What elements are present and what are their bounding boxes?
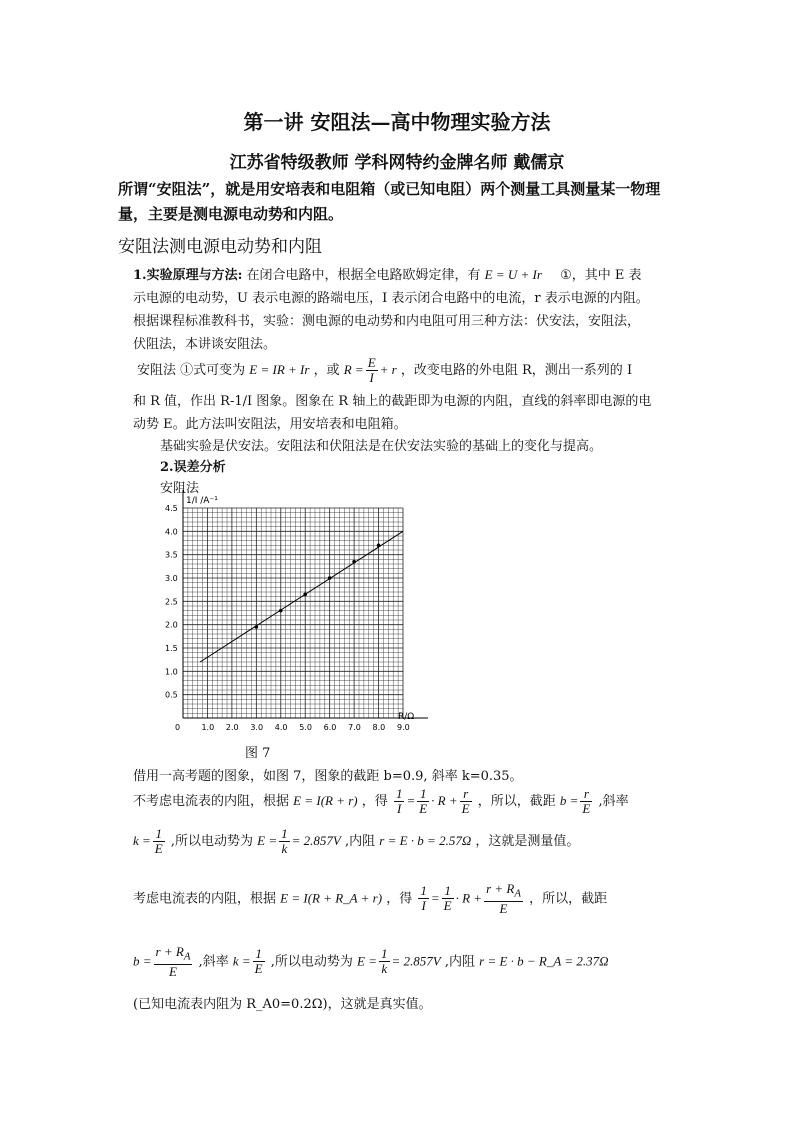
s1-line1a: 在闭合电路中，根据全电路欧姆定律，有 — [246, 268, 481, 283]
s1-line7: 动势 E。此方法叫安阻法，用安培表和电阻箱。 — [133, 417, 407, 432]
data-point — [352, 560, 356, 564]
s2-p4: b = $\frac{r + R_A}{E}$ ,斜率 k = $\frac{1}{E}$ ,所以电动势为 E = $\frac{1}{k}$ = 2.857V ,内阻 r = E · b − R_A = 2.37Ω — [133, 944, 609, 979]
eq-e-ir: E = I(R + r) — [293, 793, 358, 808]
s2-p2b: = 2.857V — [291, 833, 341, 848]
fraction: $\frac{1}{E}$ — [419, 786, 428, 816]
s2-p2d: r = E · b = 2.57Ω — [379, 833, 472, 848]
fraction: $\frac{1}{I}$ — [420, 883, 427, 914]
x-tick-label: 1.0 — [201, 723, 215, 732]
fraction: $\frac{1}{k}$ — [281, 826, 288, 856]
data-point — [279, 609, 283, 613]
y-tick-label: 4.0 — [165, 527, 178, 537]
s2-p4e: r = E · b − R_A = 2.37Ω — [479, 953, 609, 969]
y-tick-label: 2.5 — [165, 597, 178, 607]
x-tick-label: 3.0 — [250, 723, 264, 732]
s1-line4: 伏阻法，本讲谈安阻法。 — [133, 337, 277, 352]
s2-p1a: 不考虑电流表的内阻，根据 — [133, 794, 290, 809]
s1-line2: 示电源的电动势，U 表示电源的路端电压，I 表示闭合电路中的电流，r 表示电源的内阻。 — [133, 291, 649, 306]
y-tick-label: 2.0 — [165, 620, 178, 630]
x-tick-label: 0 — [175, 723, 181, 732]
fraction: $\frac{1}{I}$ — [395, 786, 403, 816]
figure-7-chart — [158, 490, 438, 740]
eq-ir: E = IR + Ir — [249, 362, 310, 377]
fraction: $\frac{r}{E}$ — [461, 786, 470, 816]
x-tick-label: 7.0 — [348, 723, 361, 732]
y-tick-label: 3.0 — [165, 574, 178, 583]
s2-p4a: ,斜率 — [198, 954, 229, 970]
y-tick-label: 1.0 — [165, 667, 178, 677]
y-tick-label: 3.5 — [165, 550, 178, 560]
x-tick-label: 9.0 — [397, 723, 410, 732]
figure-caption: 图 7 — [245, 746, 271, 761]
s2-p1d: ,斜率 — [598, 794, 629, 809]
data-point — [255, 625, 259, 629]
y-axis-label: 1/I /A⁻¹ — [186, 496, 218, 506]
s1-line1b: ①，其中 E 表 — [560, 268, 642, 283]
eq1: E = U + Ir — [484, 267, 542, 282]
fraction: $\frac{1}{k}$ — [381, 946, 388, 977]
s2-p3: 考虑电流表的内阻，根据 E = I(R + R_A + r) ，得 $\frac{1}{I}$ = $\frac{1}{E}$ · R + $\frac{r + R_A}{E}$ ，所以，截距 — [133, 881, 608, 916]
chart-grid — [183, 508, 403, 718]
s2-p2: k = $\frac{1}{E}$ ,所以电动势为 E = $\frac{1}{k}$ = 2.857V ,内阻 r = E · b = 2.57Ω ，这就是测量值。 — [133, 826, 580, 856]
x-axis-label: R/Ω — [398, 712, 415, 722]
s2-p3c: ，所以，截距 — [529, 891, 608, 907]
x-tick-label: 4.0 — [274, 723, 288, 732]
x-tick-label: 8.0 — [372, 723, 386, 732]
y-tick-label: 1.5 — [165, 644, 178, 653]
fraction: $\frac{1}{E}$ — [443, 883, 452, 914]
s2-p1b: ，得 — [361, 794, 388, 809]
fraction: $\frac{E}{I}$ — [367, 355, 376, 385]
section-title: 安阻法测电源电动势和内阻 — [118, 237, 322, 257]
s2-p3a: 考虑电流表的内阻，根据 — [133, 891, 277, 907]
s1-line3: 根据课程标准教科书，实验：测电源的电动势和内电阻可用三种方法：伏安法，安阻法， — [133, 314, 641, 329]
s2-p4d: ,内阻 — [444, 954, 475, 970]
intro-paragraph: 所谓“安阻法”，就是用安培表和电阻箱（或已知电阻）两个测量工具测量某一物理量，主要是测电源电动势和内阻。 — [118, 180, 661, 223]
fraction: $\frac{1}{E}$ — [154, 826, 163, 856]
fraction: $\frac{r + R_A}{E}$ — [486, 881, 521, 916]
page-title: 第一讲 安阻法—高中物理实验方法 — [243, 110, 551, 134]
s1-label: 1.实验原理与方法: — [133, 268, 243, 283]
y-tick-label: 0.5 — [165, 690, 178, 700]
x-tick-label: 5.0 — [299, 723, 312, 732]
fraction: $\frac{r + R_A}{E}$ — [155, 944, 191, 979]
s1-line6: 和 R 值，作出 R-1/I 图象。图象在 R 轴上的截距即为电源的内阻，直线的斜率即电源的电 — [133, 394, 652, 409]
data-point — [377, 544, 381, 548]
s2-sub: 安阻法 — [160, 481, 200, 496]
s2-p1c: ，所以，截距 — [477, 794, 556, 809]
s1-l5a: 安阻法 ①式可变为 — [137, 363, 246, 378]
s2-p3b: ，得 — [386, 891, 413, 907]
s2-p4c: = 2.857V — [391, 953, 441, 969]
s2-p2c: ,内阻 — [345, 834, 376, 849]
s1-l5c: ，改变电路的外电阻 R，测出一系列的 I — [400, 363, 633, 378]
s1-line1 — [133, 264, 642, 283]
s1-line8: 基础实验是伏安法。安阻法和伏阻法是在伏安法实验的基础上的变化与提高。 — [160, 439, 603, 454]
s1-l5b: ，或 — [313, 363, 340, 378]
s2-p1: 不考虑电流表的内阻，根据 E = I(R + r) ，得 $\frac{1}{I}$ = $\frac{1}{E}$ · R + $\frac{r}{E}$ ，所以，截距 b = $\frac{r}{E}$ ,斜率 — [133, 786, 629, 816]
fraction: $\frac{1}{E}$ — [254, 946, 263, 977]
y-tick-label: 4.5 — [165, 504, 178, 513]
x-tick-label: 2.0 — [225, 723, 239, 732]
data-point — [328, 576, 332, 580]
chart-ticks — [165, 504, 410, 732]
eq-e-ira: E = I(R + R_A + r) — [280, 890, 383, 906]
s2-p5: (已知电流表内阻为 R_A0=0.2Ω)，这就是真实值。 — [133, 997, 432, 1012]
s2-p2a: ,所以电动势为 — [170, 834, 254, 849]
s2-line1: 借用一高考题的图象，如图 7，图象的截距 b=0.9, 斜率 k=0.35。 — [133, 769, 523, 784]
s2-p2e: ，这就是测量值。 — [475, 834, 580, 849]
s2-label: 2.误差分析 — [160, 460, 226, 475]
s1-line5: 安阻法 ①式可变为 E = IR + Ir ，或 R = $\frac{E}{I}$ + r ，改变电路的外电阻 R，测出一系列的 I — [137, 355, 633, 385]
data-point — [303, 593, 307, 597]
x-tick-label: 6.0 — [323, 723, 337, 732]
author-line: 江苏省特级教师 学科网特约金牌名师 戴儒京 — [229, 153, 565, 173]
fraction: $\frac{r}{E}$ — [582, 786, 591, 816]
s2-p4b: ,所以电动势为 — [270, 954, 353, 970]
